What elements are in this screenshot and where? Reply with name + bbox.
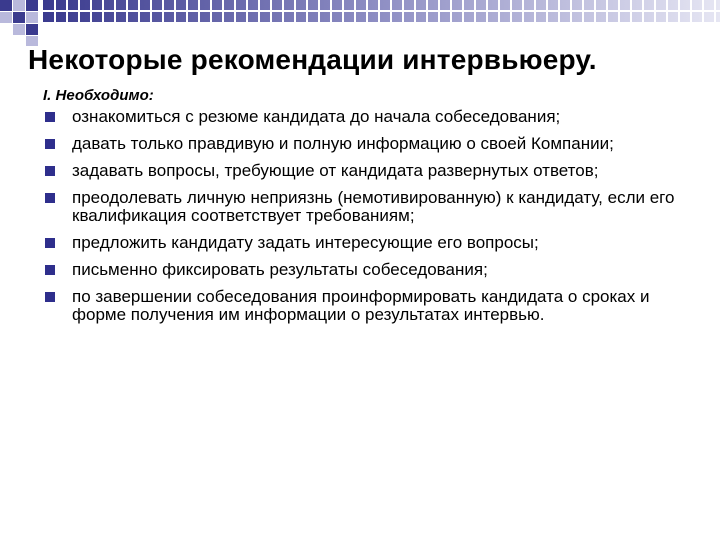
recommendations-list: [43, 108, 683, 333]
corner-square-7: [13, 24, 25, 35]
corner-square-3: [26, 0, 38, 11]
square-bullet-icon: [45, 238, 55, 248]
section-heading: I. Необходимо:: [43, 87, 154, 104]
list-item-text: предложить кандидату задать интересующие его вопросы;: [72, 233, 539, 252]
list-item: [43, 234, 683, 252]
list-item-text: ознакомиться с резюме кандидата до начала собеседования;: [72, 107, 561, 126]
list-item: [43, 162, 683, 180]
square-bullet-icon: [45, 112, 55, 122]
list-item-text: преодолевать личную неприязнь (немотивированную) к кандидату, если его квалификация соответствует требованиям;: [72, 188, 675, 225]
corner-square-5: [13, 12, 25, 23]
corner-square-2: [13, 0, 25, 11]
list-item-text: задавать вопросы, требующие от кандидата развернутых ответов;: [72, 161, 599, 180]
list-item-text: письменно фиксировать результаты собеседования;: [72, 260, 488, 279]
corner-square-6: [26, 12, 38, 23]
corner-square-8: [26, 24, 38, 35]
corner-square-1: [0, 0, 12, 11]
list-item: [43, 189, 683, 225]
list-item: [43, 108, 683, 126]
corner-square-4: [0, 12, 12, 23]
square-bullet-icon: [45, 292, 55, 302]
square-bullet-icon: [45, 139, 55, 149]
list-item-text: по завершении собеседования проинформировать кандидата о сроках и форме получения им информации о результатах интервью.: [72, 287, 650, 324]
list-item: [43, 288, 683, 324]
list-item: [43, 261, 683, 279]
square-bullet-icon: [45, 166, 55, 176]
list-item-text: давать только правдивую и полную информацию о своей Компании;: [72, 134, 614, 153]
list-item: [43, 135, 683, 153]
square-bullet-icon: [45, 193, 55, 203]
slide-title: Некоторые рекомендации интервьюеру.: [28, 44, 597, 75]
square-bullet-icon: [45, 265, 55, 275]
